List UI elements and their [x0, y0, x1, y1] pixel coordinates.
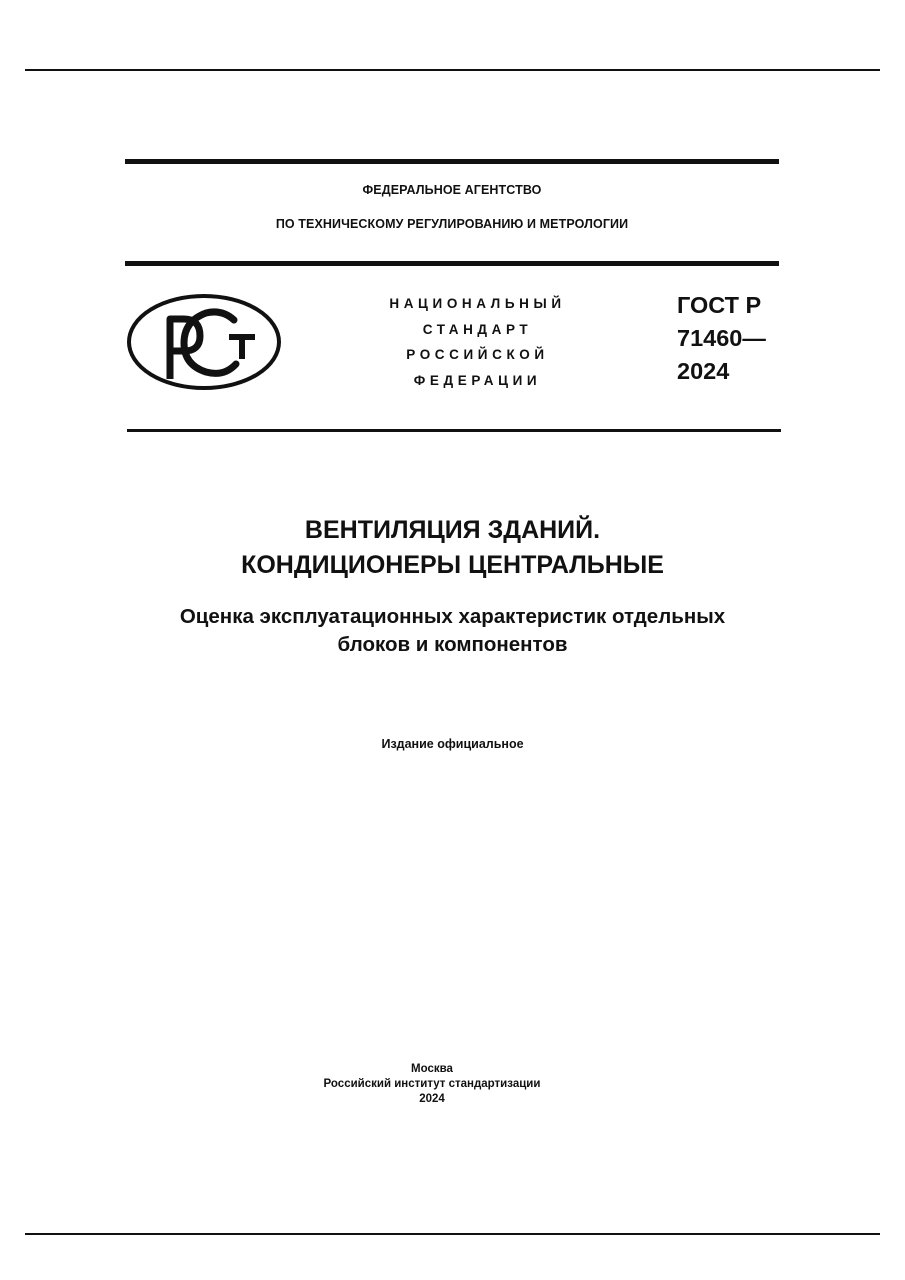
- imprint-year: 2024: [419, 1093, 445, 1105]
- title-line-2: КОНДИЦИОНЕРЫ ЦЕНТРАЛЬНЫЕ: [241, 551, 664, 579]
- imprint-publisher: Российский институт стандартизации: [323, 1078, 541, 1090]
- header-bottom-rule: [125, 261, 779, 266]
- designation-line-3: 2024: [677, 358, 730, 384]
- page-top-rule: [25, 69, 880, 71]
- document-title: [60, 513, 845, 583]
- page-bottom-rule: [25, 1233, 880, 1235]
- subtitle-line-2: блоков и компонентов: [337, 633, 568, 656]
- header-top-rule: [125, 159, 779, 164]
- title-line-1: ВЕНТИЛЯЦИЯ ЗДАНИЙ.: [304, 516, 601, 544]
- standard-type-line-4: ФЕДЕРАЦИИ: [413, 372, 542, 388]
- designation-line-1: ГОСТ Р: [677, 292, 762, 318]
- standard-designation: [677, 289, 766, 388]
- imprint-city: Москва: [411, 1063, 453, 1075]
- standard-type-line-3: РОССИЙСКОЙ: [406, 347, 549, 362]
- standard-type-line-1: НАЦИОНАЛЬНЫЙ: [389, 296, 566, 311]
- publication-imprint: [282, 1062, 582, 1107]
- agency-name-line-2: ПО ТЕХНИЧЕСКОМУ РЕГУЛИРОВАНИЮ И МЕТРОЛОГИИ: [275, 217, 629, 231]
- subtitle-line-1: Оценка эксплуатационных характеристик отдельных: [179, 605, 726, 628]
- rst-certification-mark-icon: [126, 293, 282, 391]
- edition-note: Издание официальное: [381, 737, 524, 751]
- designation-line-2: 71460—: [677, 325, 766, 351]
- standard-type-label: [365, 291, 590, 393]
- document-subtitle: [60, 603, 845, 659]
- header-section-divider: [127, 429, 781, 432]
- standard-type-line-2: СТАНДАРТ: [422, 321, 533, 337]
- agency-name-line-1: ФЕДЕРАЛЬНОЕ АГЕНТСТВО: [362, 183, 542, 197]
